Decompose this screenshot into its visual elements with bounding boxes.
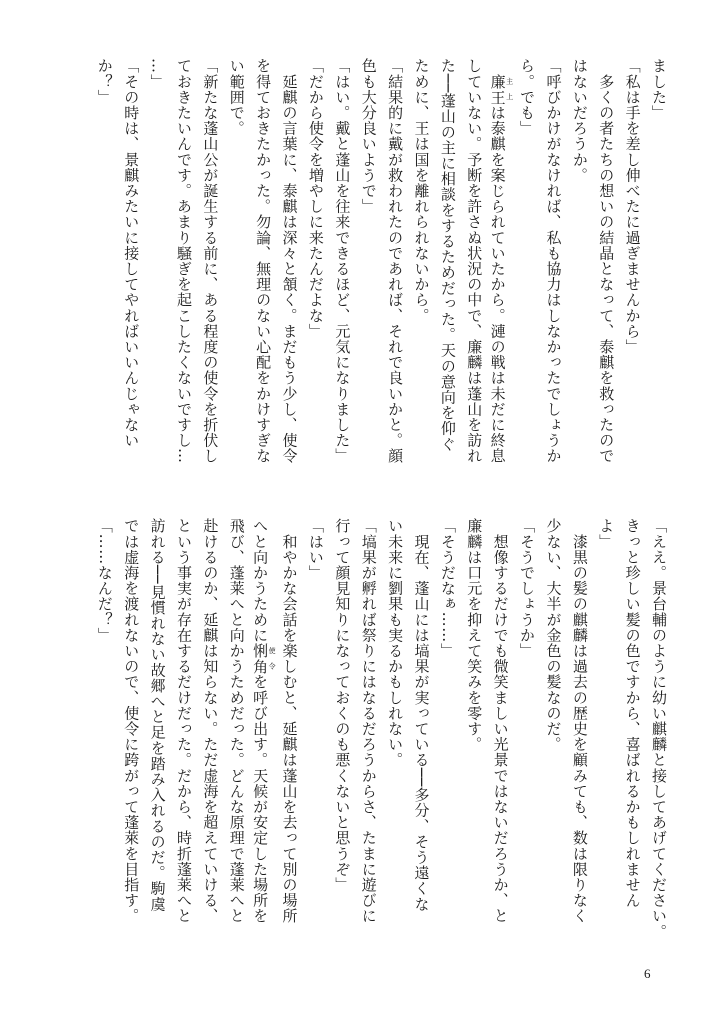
text-line: 想像するだけでも微笑ましい光景ではないだろうか、と — [491, 518, 510, 924]
text-line — [250, 518, 276, 948]
ruby-annotated-word — [488, 73, 514, 105]
text-line: 「そうだなぁ……」 — [438, 518, 457, 659]
text-line: ておきたいんです。あまり騒ぎを起こしたくないですし… — [174, 58, 193, 464]
text-line: 和やかな会話を楽しむと、延麒は蓬山を去って別の場所 — [280, 518, 299, 924]
text-line: 「その時は、景麒みたいに接してやればいいんじゃない — [122, 58, 141, 448]
text-line: 「塙果が孵れば祭りにはなるだろうからさ、たまに遊びに — [359, 518, 378, 924]
text-line: 飛び、蓬莱へと向かうためだった。どんな原理で蓬莱へと — [227, 518, 246, 924]
ruby-reading: 使令 — [268, 642, 277, 675]
text-line: 赴けるのか、延麒は知らない。ただ虚海を超えていける、 — [201, 518, 220, 924]
text-line: た──蓬山の主に相談をするためだった。天の意向を仰ぐ — [438, 58, 457, 452]
text-line: い未来に劉果も実るかもしれない。 — [386, 518, 405, 768]
text-line: 少ない、大半が金色の髪なのだ。 — [544, 518, 563, 752]
text-line: 多くの者たちの想いの結晶となって、泰麒を救ったので — [597, 58, 616, 464]
top-text-block — [82, 58, 672, 488]
text-line: していない。予断を許さぬ状況の中で、廉麟は蓬山を訪れ — [465, 58, 484, 464]
text-line: はないだろうか。 — [570, 58, 589, 183]
text-line — [487, 58, 513, 488]
text-segment: へと向かうために — [251, 518, 270, 643]
text-line: 「私は手を差し伸べたに過ぎませんから」 — [623, 58, 642, 355]
text-line: 行って顔見知りになっておくのも悪くないと思うぞ」 — [333, 518, 352, 893]
text-line: 「結果的に戴が救われたのであれば、それで良いかと。顔 — [386, 58, 405, 464]
text-line: という事実が存在するだけだった。だから、時折蓬莱へと — [174, 518, 193, 924]
text-line: 「はい。戴と蓬山を往来できるほど、元気になりました」 — [333, 58, 352, 464]
text-line: では虚海を渡れないので、使令に跨がって蓬萊を目指す。 — [122, 518, 141, 924]
ruby-annotated-word — [251, 642, 277, 675]
text-line: 訪れる──見慣れない故郷へと足を踏み入れるのだ。駒虞 — [148, 518, 167, 912]
ruby-base: 廉王 — [488, 73, 507, 105]
text-line: 「呼びかけがなければ、私も協力はしなかったでしょうか — [544, 58, 563, 464]
text-line: 「そうでしょうか」 — [518, 518, 537, 659]
text-segment: を呼び出す。天候が安定した場所を — [251, 674, 270, 924]
text-line: い範囲で。 — [227, 58, 246, 136]
text-line: …」 — [148, 58, 167, 90]
text-line: 現在、蓬山には塙果が実っている──多分、そう遠くな — [412, 518, 431, 912]
ruby-reading: 主上 — [505, 73, 514, 105]
text-line: 漆黒の髪の麒麟は過去の歴史を顧みても、数は限りなく — [570, 518, 589, 924]
bottom-text-block — [82, 518, 672, 948]
text-line: 「はい」 — [306, 518, 325, 581]
ruby-base: 悧角 — [251, 642, 270, 675]
text-line: きっと珍しい髪の色ですから、喜ばれるかもしれません — [623, 518, 642, 908]
text-line: 色も大分良いようで」 — [359, 58, 378, 214]
page-number: 6 — [644, 966, 651, 981]
text-line: 「……なんだ？」 — [95, 518, 114, 643]
text-segment: は泰麒を案じられていたから。漣の戦は未だに終息 — [488, 104, 507, 464]
text-line: 「だから使令を増やしに来たんだよな」 — [306, 58, 325, 339]
text-line: 「新たな蓬山公が誕生する前に、ある程度の使令を折伏し — [201, 58, 220, 464]
text-line: 延麒の言葉に、泰麒は深々と頷く。まだもう少し、使令 — [280, 58, 299, 464]
text-line: を得ておきたかった。勿論、無理のない心配をかけすぎな — [254, 58, 273, 464]
text-line: よ」 — [597, 518, 616, 550]
text-line: か？」 — [95, 58, 114, 105]
text-line: 廉麟は口元を抑えて笑みを零す。 — [465, 518, 484, 752]
text-segment — [489, 58, 507, 74]
text-line: ました」 — [650, 58, 668, 121]
text-line: ら。でも」 — [518, 58, 537, 136]
text-line: ために、王は国を離れられないから。 — [412, 58, 431, 324]
text-line: 「ええ。景台輔のように幼い麒麟と接してあげてください。 — [650, 518, 668, 940]
